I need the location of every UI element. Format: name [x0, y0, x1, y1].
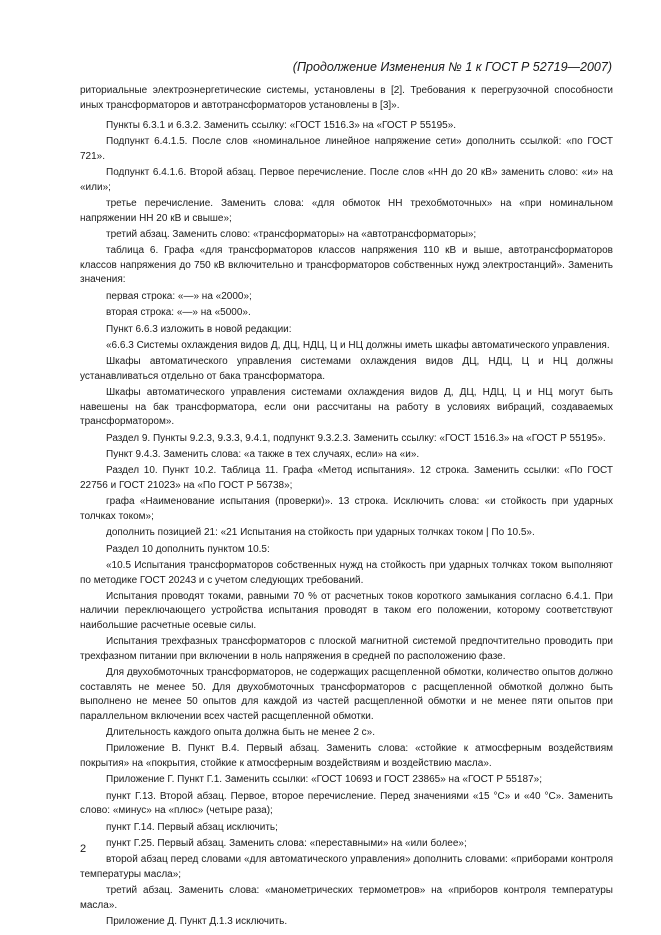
paragraph: Подпункт 6.4.1.5. После слов «номинальное линейное напряжение сети» дополнить ссылкой: «по ГОСТ 721».: [80, 136, 613, 162]
paragraph: риториальные электроэнергетические системы, установлены в [2]. Требования к перегрузочной способности иных трансформаторов и автотрансформаторов установлены в [3]».: [80, 85, 613, 111]
paragraph: третий абзац. Заменить слова: «манометрических термометров» на «приборов контроля температуры масла».: [80, 885, 613, 911]
paragraph: Приложение Г. Пункт Г.1. Заменить ссылки: «ГОСТ 10693 и ГОСТ 23865» на «ГОСТ Р 55187»;: [106, 774, 542, 786]
page-number: 2: [80, 843, 87, 855]
paragraph: Раздел 10. Пункт 10.2. Таблица 11. Графа «Метод испытания». 12 строка. Заменить ссылки: «По ГОСТ 22756 и ГОСТ 21023» на «По ГОСТ Р 56738»;: [80, 465, 613, 491]
paragraph: пункт Г.13. Второй абзац. Первое, второе перечисление. Перед значениями «15 °С» и «40 °С». Заменить слово: «минус» на «плюс» (четыре раза);: [80, 790, 613, 817]
paragraph: Раздел 9. Пункты 9.2.3, 9.3.3, 9.4.1, подпункт 9.3.2.3. Заменить ссылку: «ГОСТ 1516.3» на «ГОСТ Р 55195».: [106, 432, 606, 444]
paragraph: «10.5 Испытания трансформаторов собственных нужд на стойкость при ударных толчках током выполняют по методике ГОСТ 20243 и с учетом следующих требований.: [80, 560, 613, 586]
paragraph: Приложение Д. Пункт Д.1.3 исключить.: [106, 916, 288, 928]
document-body: [80, 84, 613, 932]
paragraph: Пункты 6.3.1 и 6.3.2. Заменить ссылку: «ГОСТ 1516.3» на «ГОСТ Р 55195».: [106, 120, 457, 131]
paragraph: Для двухобмоточных трансформаторов, не содержащих расщепленной обмотки, количество опытов должно составлять не менее 50. Для двухобмоточных трансформаторов с расщепленной обмоткой должно быть выполнено не менее 50 опытов для каждой из частей расщепленной обмотки и не менее пяти опытов при параллельном включении всех частей расщепленной обмотки.: [80, 667, 613, 722]
paragraph: графа «Наименование испытания (проверки)». 13 строка. Исключить слова: «и стойкость при ударных толчках током»;: [80, 496, 613, 522]
paragraph: третий абзац. Заменить слово: «трансформаторы» на «автотрансформаторы»;: [106, 229, 477, 241]
paragraph: Испытания трехфазных трансформаторов с плоской магнитной системой предпочтительно проводить при трехфазном питании при включении в ноль напряжения в средней по расположению фазе.: [80, 636, 613, 662]
paragraph: Пункт 6.6.3 изложить в новой редакции:: [106, 323, 292, 335]
page-header: (Продолжение Изменения № 1 к ГОСТ Р 52719—2007): [292, 60, 612, 74]
paragraph: Шкафы автоматического управления системами охлаждения видов Д, ДЦ, НДЦ, Ц и НЦ могут быть навешены на бак трансформатора, если они рассчитаны на работу в условиях вибраций, создаваемых трансформатором».: [80, 387, 613, 428]
paragraph: третье перечисление. Заменить слова: «для обмоток НН трехобмоточных» на «при номинальном напряжении НН 20 кВ и свыше»;: [80, 198, 613, 224]
paragraph: «6.6.3 Системы охлаждения видов Д, ДЦ, НДЦ, Ц и НЦ должны иметь шкафы автоматического управления.: [106, 340, 610, 352]
paragraph: Пункт 9.4.3. Заменить слова: «а также в тех случаях, если» на «и».: [106, 449, 420, 461]
paragraph: пункт Г.14. Первый абзац исключить;: [106, 821, 278, 833]
paragraph: вторая строка: «—» на «5000».: [106, 307, 251, 319]
paragraph: Подпункт 6.4.1.6. Второй абзац. Первое перечисление. После слов «НН до 20 кВ» заменить слово: «и» на «или»;: [80, 167, 613, 193]
paragraph: таблица 6. Графа «для трансформаторов классов напряжения 110 кВ и выше, автотрансформаторов классов напряжения до 750 кВ включительно и трансформаторов собственных нужд электростанций». Заменить значения:: [80, 245, 613, 286]
paragraph: Шкафы автоматического управления системами охлаждения видов ДЦ, НДЦ, Ц и НЦ должны устанавливаться отдельно от бака трансформатора.: [80, 356, 613, 382]
paragraph: Приложение В. Пункт В.4. Первый абзац. Заменить слова: «стойкие к атмосферным воздействиям покрытия» на «покрытия, стойкие к атмосферным воздействиям и воздействию масла».: [80, 743, 613, 769]
paragraph: второй абзац перед словами «для автоматического управления» дополнить словами: «приборами контроля температуры масла»;: [80, 854, 613, 880]
paragraph: дополнить позицией 21: «21 Испытания на стойкость при ударных толчках током | По 10.5».: [106, 527, 535, 539]
paragraph: первая строка: «—» на «2000»;: [106, 290, 252, 302]
paragraph: Раздел 10 дополнить пунктом 10.5:: [106, 543, 270, 555]
paragraph: Длительность каждого опыта должна быть не менее 2 с».: [106, 727, 376, 739]
paragraph: Испытания проводят токами, равными 70 % от расчетных токов короткого замыкания согласно 6.4.1. При наличии переключающего устройства испытания проводят в таком его положении, которому соответствуют наибольшие расчетные осевые силы.: [80, 590, 613, 631]
paragraph: пункт Г.25. Первый абзац. Заменить слова: «переставными» на «или более»;: [106, 838, 467, 850]
